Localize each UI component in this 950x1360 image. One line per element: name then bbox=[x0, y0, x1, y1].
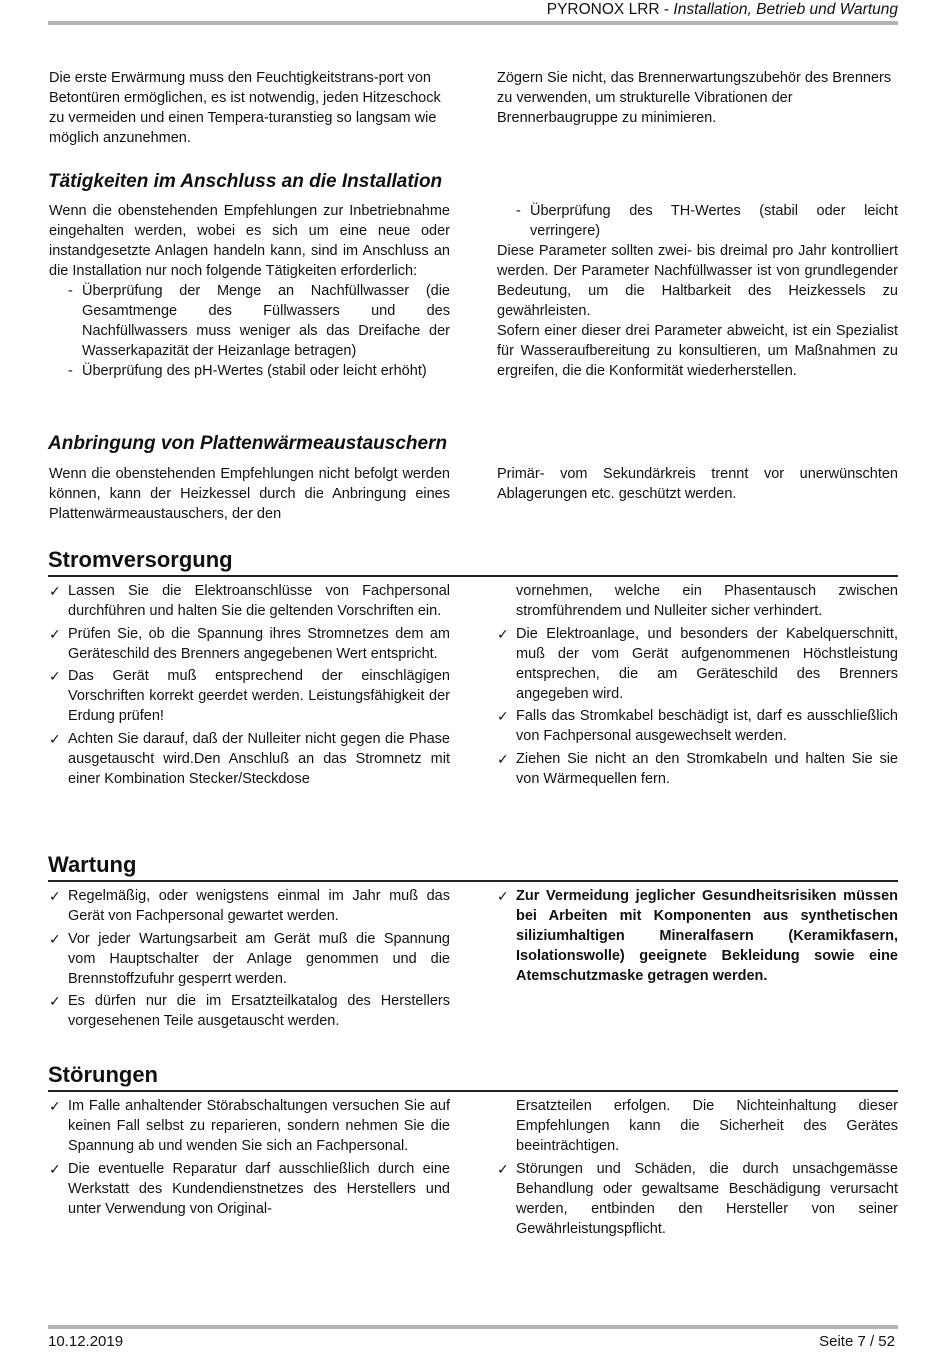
header-subtitle: Installation, Betrieb und Wartung bbox=[673, 1, 898, 18]
section-wartung bbox=[48, 852, 898, 882]
stoerungen-list-right bbox=[497, 1159, 898, 1239]
list-item: - Überprüfung des pH-Wertes (stabil oder leicht erhöht) bbox=[49, 361, 450, 381]
list-item: ✓ Vor jeder Wartungsarbeit am Gerät muß die Spannung vom Hauptschalter der Anlage genommen und die Brennstoffzufuhr gesperrt werden. bbox=[49, 930, 450, 987]
header-title bbox=[547, 1, 898, 19]
intro-left bbox=[49, 68, 450, 148]
list-item: ✓ Störungen und Schäden, die durch unsachgemässe Behandlung oder gewaltsame Beschädigung verursacht werden, entbinden den Hersteller von seiner Gewährleistungspflicht. bbox=[497, 1160, 898, 1237]
taetigkeiten-left bbox=[49, 201, 450, 381]
check-icon: ✓ bbox=[49, 930, 61, 947]
list-item: ✓ Achten Sie darauf, daß der Nulleiter nicht gegen die Phase ausgetauscht wird.Den Anschluß an das Stromnetz mit einer Kombination Stecker/Steckdose bbox=[49, 730, 450, 787]
platten-right-text: Primär- vom Sekundärkreis trennt vor unerwünschten Ablagerungen etc. geschützt werden. bbox=[497, 466, 898, 502]
heading-taetigkeiten: Tätigkeiten im Anschluss an die Installation bbox=[48, 171, 443, 192]
list-item-warning: ✓ Zur Vermeidung jeglicher Gesundheitsrisiken müssen bei Arbeiten mit Komponenten aus synthetischen siliziumhaltigen Mineralfasern (Keramikfasern, Isolationswolle) geeignete Bekleidung sowie eine Atemschutzmaske getragen werden. bbox=[497, 888, 898, 984]
check-icon: ✓ bbox=[49, 583, 61, 599]
check-icon: ✓ bbox=[497, 625, 509, 642]
wartung-left bbox=[49, 886, 450, 1034]
heading-wartung: Wartung bbox=[48, 852, 137, 877]
footer-page-number: Seite 7 / 52 bbox=[819, 1333, 895, 1350]
list-item: ✓ Prüfen Sie, ob die Spannung ihres Stromnetzes dem am Geräteschild des Brenners angegebenen Wert entspricht. bbox=[49, 625, 450, 662]
stoerungen-left bbox=[49, 1096, 450, 1221]
list-item: ✓ Die Elektroanlage, und besonders der Kabelquerschnitt, muß der vom Gerät aufgenommenen Höchstleistung entsprechen, die am Geräteschild des Brenners angegeben wird. bbox=[497, 625, 898, 702]
strom-continued: vornehmen, welche ein Phasentausch zwischen stromführendem und Nulleiter sicher verhindert. bbox=[516, 583, 898, 619]
footer-date: 10.12.2019 bbox=[48, 1333, 124, 1350]
check-icon: ✓ bbox=[49, 730, 61, 747]
stoerungen-right bbox=[497, 1096, 898, 1241]
check-icon: ✓ bbox=[497, 708, 509, 724]
check-icon: ✓ bbox=[49, 888, 61, 904]
section-stoerungen bbox=[48, 1062, 898, 1092]
strom-list-right bbox=[497, 624, 898, 789]
stoerungen-continued: Ersatzteilen erfolgen. Die Nichteinhaltung dieser Empfehlungen kann die Sicherheit des Gerätes beeinträchtigen. bbox=[516, 1098, 898, 1154]
check-icon: ✓ bbox=[49, 668, 61, 684]
intro-right-text: Zögern Sie nicht, das Brennerwartungszubehör des Brenners zu verwenden, um strukturelle Vibrationen der Brennerbaugruppe zu minimieren. bbox=[497, 70, 892, 126]
taetigkeiten-para-2: Sofern einer dieser drei Parameter abweicht, ist ein Spezialist für Wasseraufbereitung zu konsultieren, um Maßnahmen zu ergreifen, die die Konformität wiederherstellen. bbox=[497, 323, 898, 379]
list-item: ✓ Das Gerät muß entsprechend der einschlägigen Vorschriften korrekt geerdet werden. Leistungsfähigkeit der Erdung prüfen! bbox=[49, 668, 450, 724]
check-icon: ✓ bbox=[49, 993, 61, 1009]
strom-list-left bbox=[49, 581, 450, 789]
list-item: ✓ Die eventuelle Reparatur darf ausschließlich durch eine Werkstatt des Kundendienstnetzes des Herstellers und unter Verwendung von Original- bbox=[49, 1160, 450, 1217]
list-item: ✓ Im Falle anhaltender Störabschaltungen versuchen Sie auf keinen Fall selbst zu reparieren, sondern nehmen Sie die Spannung ab und wenden Sie sich an Fachpersonal. bbox=[49, 1098, 450, 1154]
footer-rule bbox=[48, 1325, 898, 1329]
list-item: ✓ Regelmäßig, oder wenigstens einmal im Jahr muß das Gerät von Fachpersonal gewartet werden. bbox=[49, 888, 450, 924]
list-item: - Überprüfung der Menge an Nachfüllwasser (die Gesamtmenge des Füllwassers und des Nachfüllwassers muss weniger als das Dreifache der Wasserkapazität der Heizanlage betragen) bbox=[49, 281, 450, 361]
section-rule bbox=[48, 1090, 898, 1092]
header-separator: - bbox=[663, 1, 670, 18]
section-rule bbox=[48, 575, 898, 577]
wartung-list-left bbox=[49, 886, 450, 1031]
taetigkeiten-list bbox=[49, 281, 450, 381]
page-header bbox=[48, 0, 898, 22]
section-rule bbox=[48, 880, 898, 882]
header-rule bbox=[48, 21, 898, 25]
check-icon: ✓ bbox=[49, 625, 61, 642]
header-brand: PYRONOX LRR bbox=[546, 1, 660, 18]
platten-right bbox=[497, 464, 898, 504]
check-icon: ✓ bbox=[497, 1160, 509, 1177]
strom-right bbox=[497, 581, 898, 791]
taetigkeiten-intro: Wenn die obenstehenden Empfehlungen zur Inbetriebnahme eingehalten werden, wobei es sich um eine neue oder instandgesetzte Anlagen handeln kann, sind im Anschluss an die Installation nur noch folgende Tätigkeiten erforderlich: bbox=[49, 203, 450, 279]
list-item: ✓ Es dürfen nur die im Ersatzteilkatalog des Herstellers vorgesehenen Teile ausgetauscht werden. bbox=[49, 993, 450, 1029]
list-item: ✓ Ziehen Sie nicht an den Stromkabeln und halten Sie sie von Wärmequellen fern. bbox=[497, 750, 898, 787]
taetigkeiten-right bbox=[497, 201, 898, 381]
check-icon: ✓ bbox=[497, 750, 509, 767]
intro-right bbox=[497, 68, 898, 128]
wartung-list-right bbox=[497, 886, 898, 986]
platten-left bbox=[49, 464, 450, 524]
platten-left-text: Wenn die obenstehenden Empfehlungen nicht befolgt werden können, kann der Heizkessel durch die Anbringung eines Plattenwärmeaustauschers, der den bbox=[49, 466, 450, 522]
heading-stoerungen: Störungen bbox=[48, 1062, 158, 1087]
wartung-right bbox=[497, 886, 898, 989]
taetigkeiten-list-cont bbox=[497, 201, 898, 241]
section-stromversorgung bbox=[48, 547, 898, 577]
strom-left bbox=[49, 581, 450, 791]
check-icon: ✓ bbox=[49, 1098, 61, 1114]
check-icon: ✓ bbox=[497, 888, 509, 904]
check-icon: ✓ bbox=[49, 1160, 61, 1177]
taetigkeiten-para-1: Diese Parameter sollten zwei- bis dreimal pro Jahr kontrolliert werden. Der Parameter Nachfüllwasser ist von grundlegender Bedeutung, um die Haltbarkeit des Heizkessels zu gewährleisten. bbox=[497, 243, 898, 319]
heading-stromversorgung: Stromversorgung bbox=[48, 547, 233, 572]
list-item: - Überprüfung des TH-Wertes (stabil oder leicht verringere) bbox=[497, 201, 898, 241]
intro-left-text: Die erste Erwärmung muss den Feuchtigkeitstrans-port von Betontüren ermöglichen, es ist notwendig, jeden Hitzeschock zu vermeiden und einen Tempera-turanstieg so langsam wie möglich anzunehmen. bbox=[49, 70, 441, 146]
list-item: ✓ Lassen Sie die Elektroanschlüsse von Fachpersonal durchführen und halten Sie die geltenden Vorschriften ein. bbox=[49, 583, 450, 619]
list-item: ✓ Falls das Stromkabel beschädigt ist, darf es ausschließlich von Fachpersonal ausgewechselt werden. bbox=[497, 708, 898, 744]
stoerungen-list-left bbox=[49, 1096, 450, 1219]
heading-platten: Anbringung von Plattenwärmeaustauschern bbox=[48, 433, 448, 454]
